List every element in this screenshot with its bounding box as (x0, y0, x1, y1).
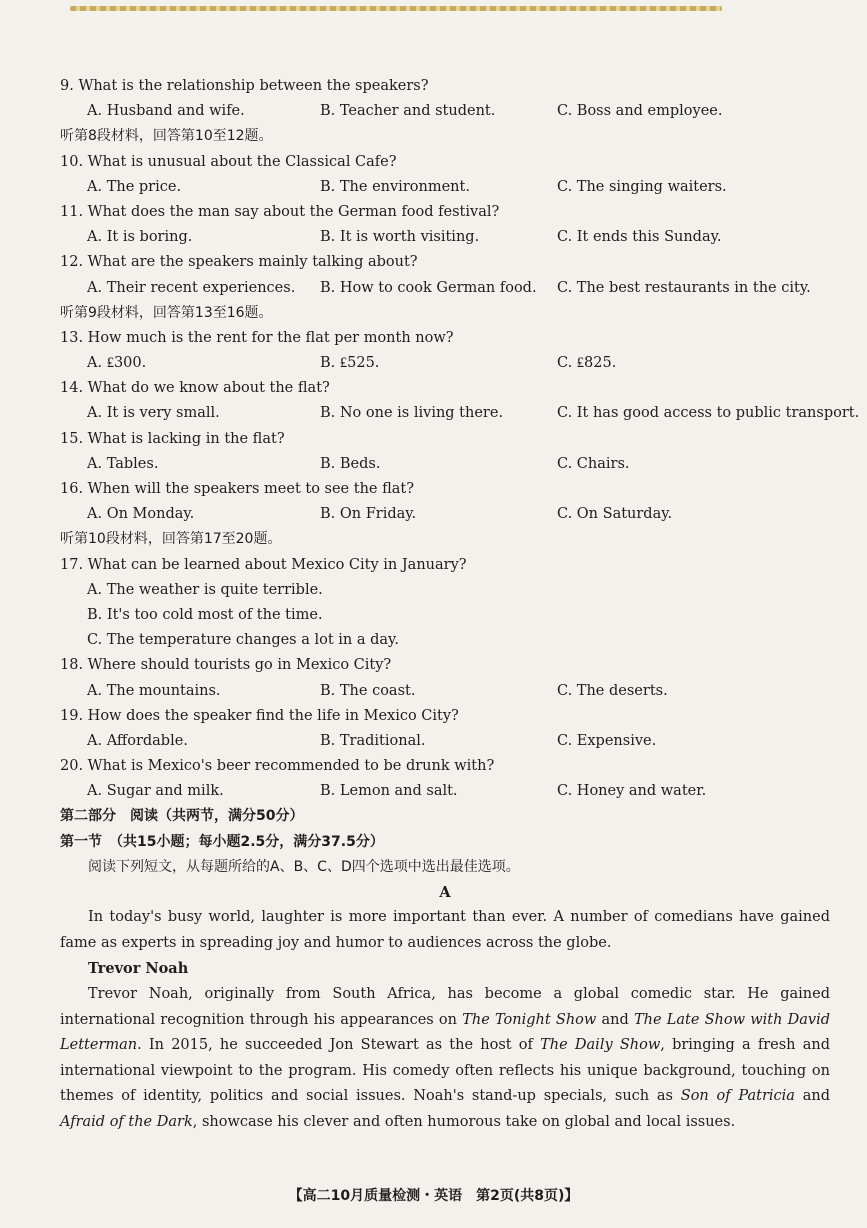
exam-page-content (60, 74, 860, 1136)
answer-options-row (60, 99, 830, 124)
show-title: The Late Show with David Letterman (60, 1011, 831, 1054)
question-text: 15. What is lacking in the flat? (60, 430, 285, 447)
question-text: 16. When will the speakers meet to see the flat? (60, 481, 415, 497)
answer-options-row (60, 175, 830, 200)
answer-options-row (60, 401, 860, 426)
option-a: A. It is very small. (87, 405, 220, 422)
answer-options-row (60, 679, 830, 704)
option-b: B. It is worth visiting. (320, 229, 480, 246)
option-c: C. Boss and employee. (557, 103, 723, 120)
question-text: 20. What is Mexico's beer recommended to be drunk with? (60, 758, 495, 775)
option-b: B. Traditional. (320, 732, 426, 749)
option-c: C. It has good access to public transport. (557, 405, 860, 422)
show-title: The Tonight Show (462, 1011, 597, 1028)
para-text: , showcase his clever and often humorous take on global and local issues. (192, 1113, 736, 1130)
question-text: 11. What does the man say about the German food festival? (60, 203, 500, 220)
listening-questions (60, 74, 860, 804)
question-text: 13. How much is the rent for the flat per month now? (60, 329, 454, 346)
option-a: A. It is boring. (87, 229, 193, 246)
passage-intro-paragraph: In today's busy world, laughter is more important than ever. A number of comedians have gained fame as experts in spreading joy and humor to audiences across the globe. (60, 909, 830, 951)
passage-label: A (439, 884, 451, 901)
option-b: B. The environment. (320, 178, 470, 195)
section-heading: 听第9段材料，回答第13至16题。 (60, 304, 273, 321)
question-text: 9. What is the relationship between the speakers? (60, 78, 429, 94)
option-c: C. The singing waiters. (557, 178, 727, 195)
reading-part-title: 第二部分 阅读（共两节，满分50分） (60, 808, 304, 825)
para-text: Trevor Noah, originally from South Africa, has become a global comedic star. He gained international recognition through his appearances on (60, 985, 830, 1028)
trevor-noah-paragraph (60, 982, 830, 1136)
special-title: Son of Patricia (680, 1088, 795, 1105)
answer-option: C. The temperature changes a lot in a day. (87, 632, 399, 649)
section-heading: 听第10段材料，回答第17至20题。 (60, 531, 282, 548)
question-text: 17. What can be learned about Mexico City in January? (60, 556, 467, 573)
page-footer: 【高二10月质量检测・英语 第2页(共8页)】 (288, 1188, 579, 1204)
option-c: C. ₤825. (557, 355, 617, 372)
option-a: A. The mountains. (87, 682, 221, 699)
option-b: B. Beds. (320, 455, 381, 472)
para-text: and (794, 1088, 831, 1105)
option-a: A. Sugar and milk. (87, 783, 224, 800)
option-c: C. The best restaurants in the city. (557, 279, 811, 296)
option-b: B. ₤525. (320, 355, 380, 372)
answer-options-row (60, 351, 830, 376)
para-text: . In 2015, he succeeded Jon Stewart as the host of (137, 1037, 541, 1054)
question-text: 18. Where should tourists go in Mexico City? (60, 657, 392, 674)
answer-options-row (60, 729, 830, 754)
answer-options-row (60, 502, 830, 527)
answer-options-row (60, 276, 830, 301)
answer-options-row (60, 779, 830, 804)
option-c: C. The deserts. (557, 682, 668, 699)
option-b: B. How to cook German food. (320, 279, 537, 296)
question-text: 12. What are the speakers mainly talking about? (60, 254, 418, 271)
option-a: A. On Monday. (87, 506, 195, 523)
question-text: 14. What do we know about the flat? (60, 380, 330, 397)
answer-option: A. The weather is quite terrible. (87, 581, 323, 598)
para-text: and (596, 1011, 634, 1028)
special-title: Afraid of the Dark (60, 1113, 193, 1130)
option-b: B. Teacher and student. (320, 103, 496, 120)
option-a: A. Their recent experiences. (87, 279, 296, 296)
reading-instruction: 阅读下列短文，从每题所给的A、B、C、D四个选项中选出最佳选项。 (88, 858, 520, 875)
question-text: 10. What is unusual about the Classical Cafe? (60, 153, 397, 170)
option-a: A. Tables. (87, 455, 159, 472)
reading-section-title: 第一节 （共15小题；每小题2.5分，满分37.5分） (60, 833, 384, 850)
option-a: A. ₤300. (87, 355, 147, 372)
option-c: C. On Saturday. (557, 506, 673, 523)
option-b: B. The coast. (320, 682, 416, 699)
show-title: The Daily Show (540, 1037, 661, 1054)
option-b: B. On Friday. (320, 506, 417, 523)
answer-options-row (60, 225, 830, 250)
option-c: C. Expensive. (557, 732, 657, 749)
answer-option: B. It's too cold most of the time. (87, 606, 323, 623)
option-c: C. Honey and water. (557, 783, 707, 800)
option-b: B. Lemon and salt. (320, 783, 458, 800)
section-heading: 听第8段材料，回答第10至12题。 (60, 128, 273, 145)
option-a: A. The price. (87, 178, 182, 195)
answer-options-row (60, 452, 830, 477)
question-text: 19. How does the speaker find the life in Mexico City? (60, 707, 459, 724)
option-b: B. No one is living there. (320, 405, 504, 422)
option-c: C. Chairs. (557, 455, 630, 472)
comedian-name-heading: Trevor Noah (88, 960, 189, 978)
option-c: C. It ends this Sunday. (557, 229, 722, 246)
para-text: , bringing a fresh and international viewpoint to the program. His comedy often reflects his unique background, touching on themes of identity, politics and social issues. Noah's stand-up specials, such as (60, 1037, 830, 1105)
top-decorative-bar (70, 6, 722, 11)
option-a: A. Husband and wife. (87, 103, 245, 120)
option-a: A. Affordable. (87, 732, 188, 749)
